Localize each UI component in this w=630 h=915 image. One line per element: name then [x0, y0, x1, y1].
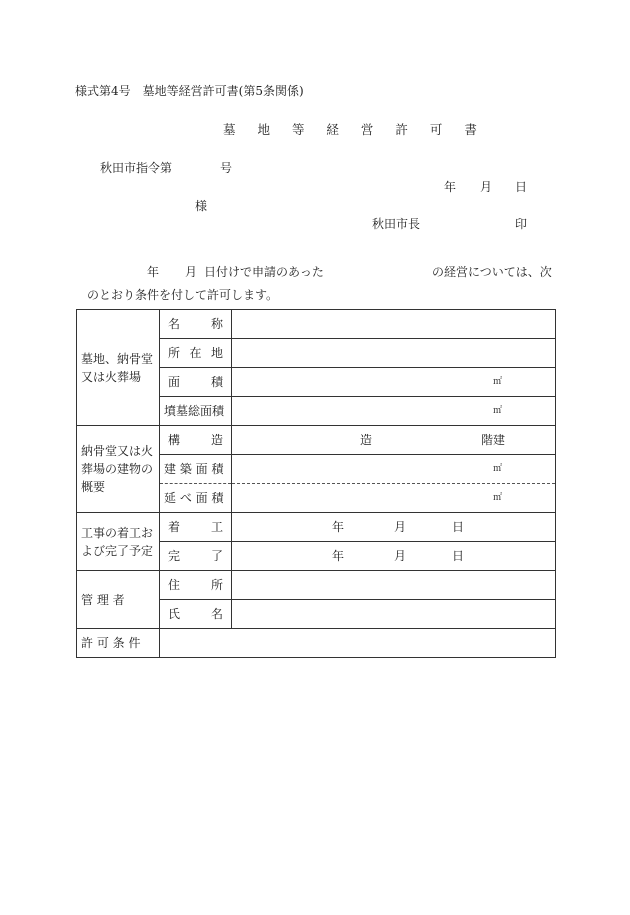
structure-value[interactable] [232, 426, 556, 455]
table-row [77, 513, 556, 542]
structure-label: 構 造 [160, 426, 232, 455]
name-value[interactable] [232, 310, 556, 339]
body-applied: 日付けで申請のあった [204, 265, 324, 279]
complete-date-value[interactable] [232, 542, 556, 571]
addressee-honorific: 様 [195, 199, 208, 213]
start-label: 着 工 [160, 513, 232, 542]
table-row [77, 310, 556, 339]
order-number-suffix: 号 [220, 161, 233, 175]
body-year: 年 [147, 265, 160, 279]
section5-label: 許 可 条 件 [77, 629, 160, 658]
issue-date-month: 月 [480, 180, 493, 194]
start-year: 年 [332, 520, 345, 534]
complete-month: 月 [394, 549, 407, 563]
seal-mark: 印 [515, 217, 528, 231]
section3-label: 工事の着工および完了予定 [77, 513, 160, 571]
area-value[interactable] [232, 368, 556, 397]
structure-kind: 造 [360, 433, 373, 447]
building-area-unit: ㎡ [492, 464, 502, 474]
table-row [77, 571, 556, 600]
grave-area-value[interactable] [232, 397, 556, 426]
complete-day: 日 [452, 549, 465, 563]
building-area-label: 建 築 面 積 [160, 455, 232, 484]
building-area-value[interactable] [232, 455, 556, 484]
manager-name-value[interactable] [232, 600, 556, 629]
manager-name-label: 氏 名 [160, 600, 232, 629]
grave-area-label: 墳墓総面積 [160, 397, 232, 426]
start-month: 月 [394, 520, 407, 534]
total-floor-area-unit: ㎡ [492, 493, 502, 503]
form-number-label: 様式第4号 墓地等経営許可書(第5条関係) [75, 84, 304, 98]
total-floor-area-value[interactable] [232, 484, 556, 513]
location-label: 所 在 地 [160, 339, 232, 368]
area-unit: ㎡ [492, 377, 502, 387]
complete-year: 年 [332, 549, 345, 563]
start-day: 日 [452, 520, 465, 534]
grave-area-unit: ㎡ [492, 406, 502, 416]
body-month: 月 [185, 265, 198, 279]
issue-date-year: 年 [444, 180, 457, 194]
area-label: 面 積 [160, 368, 232, 397]
floors-label: 階建 [481, 433, 506, 447]
table-row [77, 629, 556, 658]
table-row [77, 426, 556, 455]
document-title: 墓 地 等 経 営 許 可 書 [223, 122, 486, 137]
issue-date-day: 日 [515, 180, 528, 194]
issuer-name: 秋田市長 [372, 217, 421, 231]
order-number-label: 秋田市指令第 [100, 161, 173, 175]
name-label: 名 称 [160, 310, 232, 339]
permit-table [76, 309, 556, 658]
body-text-line2: のとおり条件を付して許可します。 [87, 288, 279, 302]
section1-label: 墓地、納骨堂又は火葬場 [77, 310, 160, 426]
location-value[interactable] [232, 339, 556, 368]
total-floor-area-label: 延 べ 面 積 [160, 484, 232, 513]
manager-address-label: 住 所 [160, 571, 232, 600]
section2-label: 納骨堂又は火葬場の建物の概要 [77, 426, 160, 513]
manager-address-value[interactable] [232, 571, 556, 600]
section4-label: 管 理 者 [77, 571, 160, 629]
permit-conditions-value[interactable] [160, 629, 556, 658]
complete-label: 完 了 [160, 542, 232, 571]
start-date-value[interactable] [232, 513, 556, 542]
body-operation: の経営については、次 [432, 265, 552, 279]
